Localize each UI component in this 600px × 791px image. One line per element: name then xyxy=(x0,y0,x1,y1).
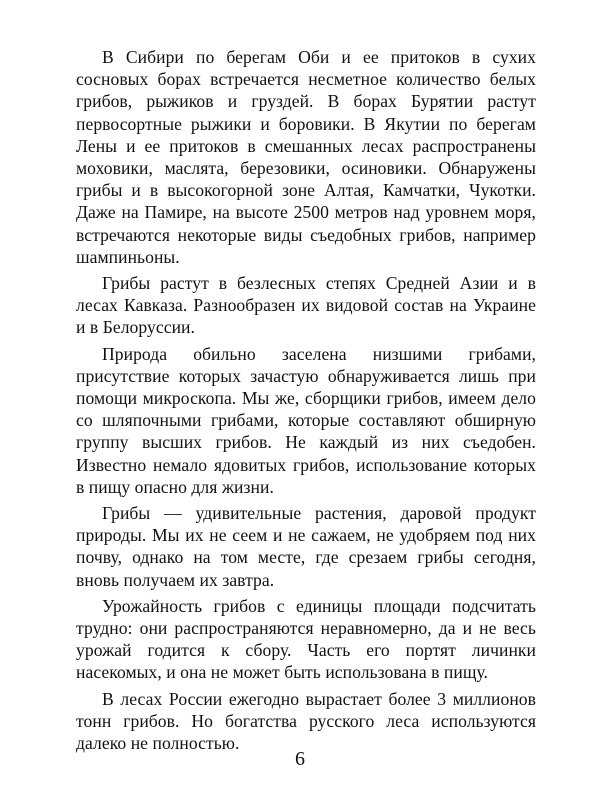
paragraph-gift-of-nature: Грибы — удивительные растения, даровой продукт природы. Мы их не сеем и не сажаем, не удобряем под них почву, однако на том месте, где срезаем грибы сегодня, вновь получаем их завтра. xyxy=(76,503,536,590)
page-number: 6 xyxy=(295,748,305,770)
paragraph-siberia: В Сибири по берегам Оби и ее притоков в сухих сосновых борах встречается несметное количество белых грибов, рыжиков и груздей. В борах Бурятии растут первосортные рыжики и боровики. В Якутии по берегам Лены и ее притоков в смешанных лесах распространены моховики, маслята, березовики, осиновики. Обнаружены грибы и в высокогорной зоне Алтая, Камчатки, Чукотки. Даже на Памире, на высоте 2500 метров над уровнем моря, встречаются некоторые виды съедобных грибов, например шампиньоны. xyxy=(76,47,536,267)
paragraph-yield: Урожайность грибов с единицы площади подсчитать трудно: они распространяются неравномерно, да и не весь урожай годится к сбору. Часть его портят личинки насекомых, и она не может быть использована в пищу. xyxy=(76,595,536,683)
paragraph-russia-forests: В лесах России ежегодно вырастает более 3 миллионов тонн грибов. Но богатства русского леса используются далеко не полностью. xyxy=(76,688,536,754)
body-text xyxy=(76,46,536,754)
paragraph-lower-fungi: Природа обильно заселена низшими грибами, присутствие которых зачастую обнаруживается лишь при помощи микроскопа. Мы же, сборщики грибов, имеем дело со шляпочными грибами, которые составляют обширную группу высших грибов. Не каждый из них съедобен. Известно немало ядовитых грибов, использование которых в пищу опасно для жизни. xyxy=(76,343,536,497)
paragraph-steppes: Грибы растут в безлесных степях Средней Азии и в лесах Кавказа. Разнообразен их видовой состав на Украине и в Белоруссии. xyxy=(76,273,536,338)
